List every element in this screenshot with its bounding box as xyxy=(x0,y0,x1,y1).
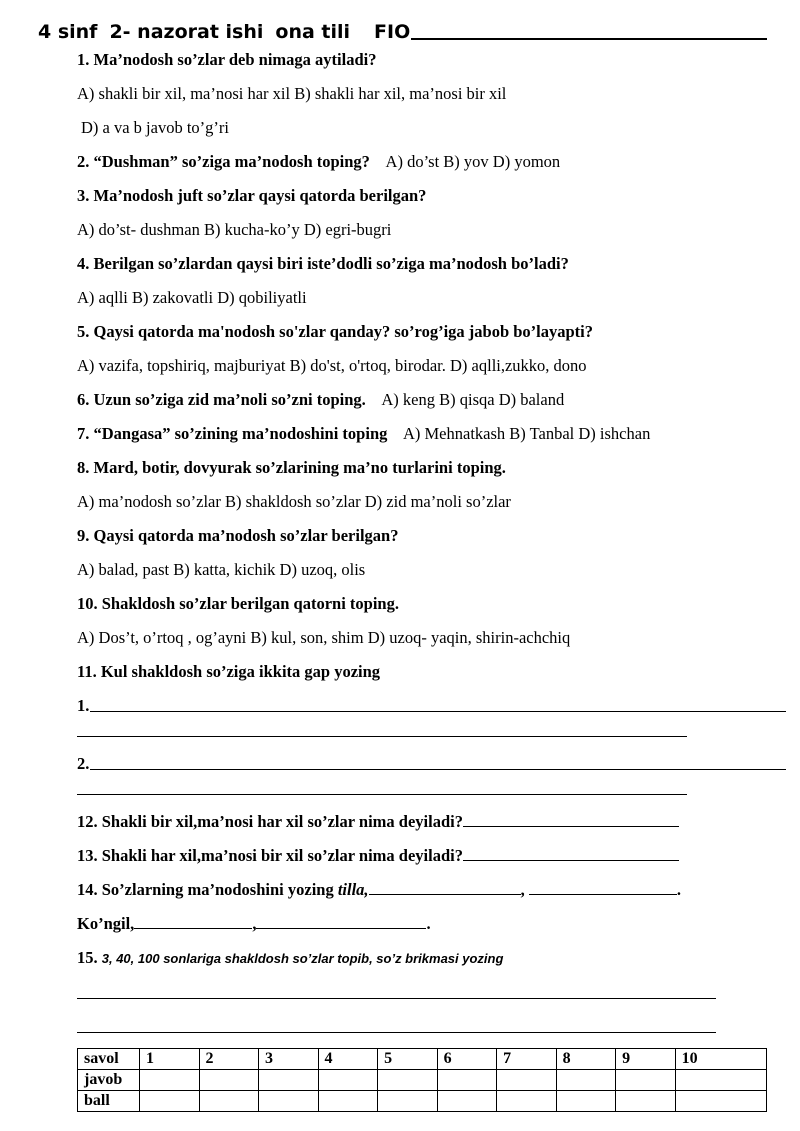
answer-cell[interactable] xyxy=(616,1070,676,1091)
score-cell[interactable] xyxy=(318,1091,378,1112)
column-header: 10 xyxy=(675,1049,766,1070)
period: . xyxy=(676,880,681,899)
answer-cell[interactable] xyxy=(259,1070,319,1091)
question-6-row xyxy=(77,390,564,410)
question-15: 3, 40, 100 sonlariga shakldosh so’zlar topib, so’z brikmasi yozing xyxy=(101,951,504,966)
score-cell[interactable] xyxy=(140,1091,200,1112)
answer-1-line-a[interactable] xyxy=(90,711,786,712)
column-header: 7 xyxy=(497,1049,557,1070)
question-5-options: A) vazifa, topshiriq, majburiyat B) do'st, o'rtoq, birodar. D) aqlli,zukko, dono xyxy=(77,356,587,375)
question-14-answer-line-3[interactable] xyxy=(134,914,252,929)
column-header: 6 xyxy=(437,1049,497,1070)
question-11: 11. Kul shakldosh so’ziga ikkita gap yozing xyxy=(77,662,381,681)
question-7-options: A) Mehnatkash B) Tanbal D) ishchan xyxy=(402,424,651,443)
period: . xyxy=(426,914,431,933)
question-14-word-2: Ko’ngil, xyxy=(77,914,135,933)
question-13-row xyxy=(77,846,679,866)
answer-cell[interactable] xyxy=(437,1070,497,1091)
question-13: 13. Shakli har xil,ma’nosi bir xil so’zlar nima deyiladi? xyxy=(77,846,463,865)
answer-2-label: 2. xyxy=(77,754,90,773)
fio-input-line[interactable] xyxy=(411,20,767,40)
question-12-answer-line[interactable] xyxy=(463,812,679,827)
score-cell[interactable] xyxy=(675,1091,766,1112)
score-cell[interactable] xyxy=(259,1091,319,1112)
question-6-options: A) keng B) qisqa D) baland xyxy=(381,390,565,409)
column-header: 4 xyxy=(318,1049,378,1070)
subject-label: ona tili xyxy=(275,21,351,43)
grade-label: 4 sinf xyxy=(38,21,98,43)
question-12: 12. Shakli bir xil,ma’nosi har xil so’zlar nima deyiladi? xyxy=(77,812,463,831)
column-header: 1 xyxy=(140,1049,200,1070)
table-row xyxy=(78,1091,767,1112)
table-row xyxy=(78,1049,767,1070)
question-2: 2. “Dushman” so’ziga ma’nodosh toping? xyxy=(77,152,370,171)
column-header: 8 xyxy=(556,1049,616,1070)
answer-cell[interactable] xyxy=(199,1070,259,1091)
score-cell[interactable] xyxy=(437,1091,497,1112)
answer-2-line-a[interactable] xyxy=(90,769,786,770)
question-14-answer-line-2[interactable] xyxy=(529,880,677,895)
question-7-row xyxy=(77,424,650,444)
question-15-number: 15. xyxy=(77,948,98,967)
score-cell[interactable] xyxy=(497,1091,557,1112)
question-8: 8. Mard, botir, dovyurak so’zlarining ma’no turlarini toping. xyxy=(77,458,506,477)
answer-2-line-b[interactable] xyxy=(77,794,687,795)
question-4: 4. Berilgan so’zlardan qaysi biri iste’dodli so’ziga ma’nodosh bo’ladi? xyxy=(77,254,569,273)
question-13-answer-line[interactable] xyxy=(463,846,679,861)
comma: , xyxy=(520,880,525,899)
question-5: 5. Qaysi qatorda ma'nodosh so'zlar qanday? so’rog’iga jabob bo’layapti? xyxy=(77,322,594,341)
row-label-ball: ball xyxy=(78,1091,140,1112)
question-10-options: A) Dos’t, o’rtoq , og’ayni B) kul, son, shim D) uzoq- yaqin, shirin-achchiq xyxy=(77,628,571,647)
page-header xyxy=(38,20,767,43)
score-table xyxy=(77,1048,767,1112)
question-3: 3. Ma’nodosh juft so’zlar qaysi qatorda berilgan? xyxy=(77,186,427,205)
answer-1-line-b[interactable] xyxy=(77,736,687,737)
question-8-options: A) ma’nodosh so’zlar B) shakldosh so’zlar D) zid ma’noli so’zlar xyxy=(77,492,511,511)
question-2-options: A) do’st B) yov D) yomon xyxy=(385,152,561,171)
question-9: 9. Qaysi qatorda ma’nodosh so’zlar berilgan? xyxy=(77,526,399,545)
column-header: 2 xyxy=(199,1049,259,1070)
column-header: 9 xyxy=(616,1049,676,1070)
question-2-row xyxy=(77,152,560,172)
question-7: 7. “Dangasa” so’zining ma’nodoshini toping xyxy=(77,424,388,443)
answer-1-label: 1. xyxy=(77,696,90,715)
score-cell[interactable] xyxy=(556,1091,616,1112)
test-title: 2- nazorat ishi xyxy=(109,21,264,43)
question-9-options: A) balad, past B) katta, kichik D) uzoq, olis xyxy=(77,560,366,579)
column-header: 5 xyxy=(378,1049,438,1070)
question-12-row xyxy=(77,812,679,832)
question-14-answer-line-4[interactable] xyxy=(256,914,426,929)
table-row xyxy=(78,1070,767,1091)
answer-cell[interactable] xyxy=(675,1070,766,1091)
question-15-row xyxy=(77,948,503,969)
question-1-options: A) shakli bir xil, ma’nosi har xil B) shakli har xil, ma’nosi bir xil xyxy=(77,84,507,103)
column-header: 3 xyxy=(259,1049,319,1070)
question-6: 6. Uzun so’ziga zid ma’noli so’zni toping. xyxy=(77,390,366,409)
question-14-row xyxy=(77,880,681,900)
comma: , xyxy=(252,914,257,933)
row-label-savol: savol xyxy=(78,1049,140,1070)
score-cell[interactable] xyxy=(199,1091,259,1112)
question-4-options: A) aqlli B) zakovatli D) qobiliyatli xyxy=(77,288,307,307)
score-cell[interactable] xyxy=(378,1091,438,1112)
question-3-options: A) do’st- dushman B) kucha-ko’y D) egri-bugri xyxy=(77,220,392,239)
score-cell[interactable] xyxy=(616,1091,676,1112)
answer-cell[interactable] xyxy=(556,1070,616,1091)
answer-15-line-b[interactable] xyxy=(77,1032,716,1033)
question-14-word-1: tilla, xyxy=(337,880,369,899)
answer-15-line-a[interactable] xyxy=(77,998,716,999)
answer-cell[interactable] xyxy=(140,1070,200,1091)
answer-cell[interactable] xyxy=(497,1070,557,1091)
question-14-answer-line-1[interactable] xyxy=(369,880,521,895)
answer-cell[interactable] xyxy=(378,1070,438,1091)
row-label-javob: javob xyxy=(78,1070,140,1091)
question-1: 1. Ma’nodosh so’zlar deb nimaga aytiladi? xyxy=(77,50,377,69)
question-14-row-2 xyxy=(77,914,431,934)
answer-cell[interactable] xyxy=(318,1070,378,1091)
fio-label: FIO xyxy=(374,21,411,43)
question-10: 10. Shakldosh so’zlar berilgan qatorni toping. xyxy=(77,594,399,613)
question-14: 14. So’zlarning ma’nodoshini yozing xyxy=(77,880,334,899)
question-1-options-extra: D) a va b javob to’g’ri xyxy=(81,118,229,137)
